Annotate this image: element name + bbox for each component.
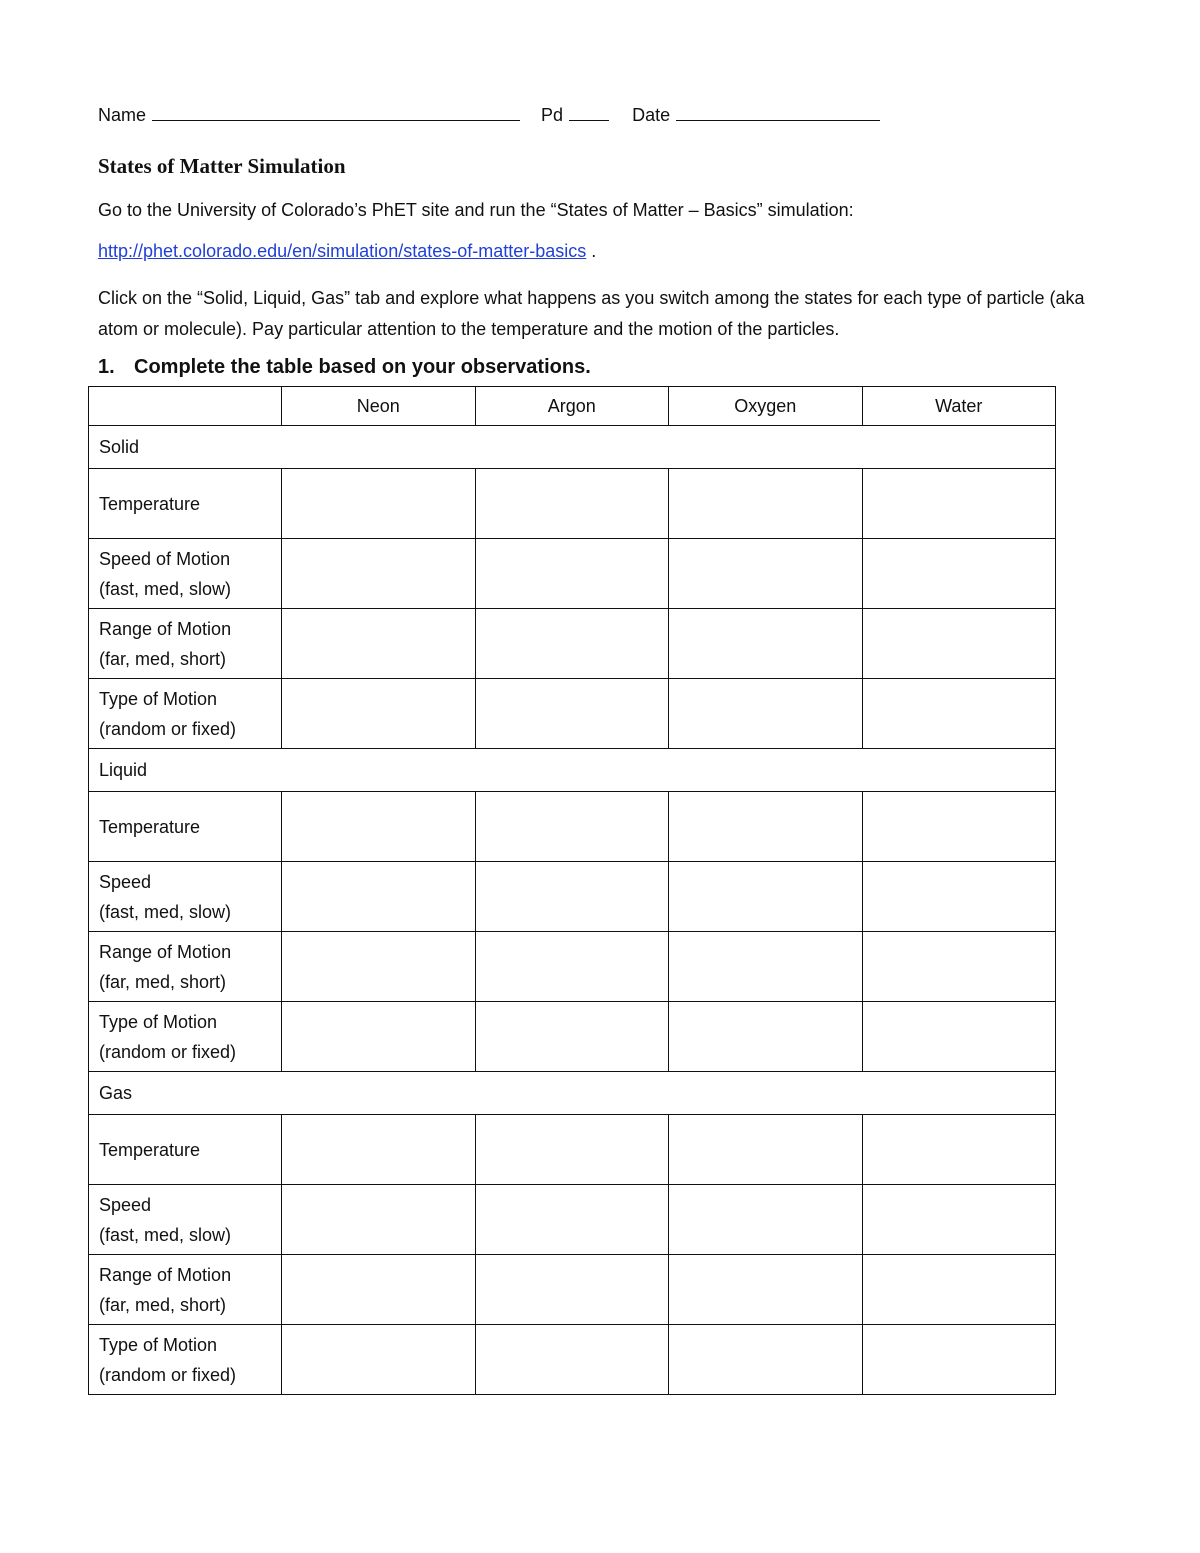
row-label xyxy=(89,1255,282,1325)
row-label-primary: Range of Motion xyxy=(99,618,232,639)
observations-table xyxy=(88,386,1056,1395)
answer-cell[interactable] xyxy=(862,1115,1056,1185)
row-label-primary: Type of Motion xyxy=(99,688,218,709)
question-1 xyxy=(98,356,591,379)
question-text: Complete the table based on your observations. xyxy=(134,356,591,378)
row-label-primary: Type of Motion xyxy=(99,1011,218,1032)
header-cell-argon: Argon xyxy=(475,387,669,426)
row-label-hint: (far, med, short) xyxy=(99,648,227,669)
row-label-primary: Speed xyxy=(99,871,152,892)
row-label xyxy=(89,1002,282,1072)
table-row xyxy=(89,469,1056,539)
answer-cell[interactable] xyxy=(862,932,1056,1002)
row-label-hint: (far, med, short) xyxy=(99,1294,227,1315)
row-label xyxy=(89,679,282,749)
header-cell-neon: Neon xyxy=(282,387,476,426)
row-label-primary: Range of Motion xyxy=(99,941,232,962)
section-label: Solid xyxy=(89,426,1056,469)
answer-cell[interactable] xyxy=(282,679,476,749)
section-row xyxy=(89,426,1056,469)
row-label xyxy=(89,609,282,679)
link-trailing-period: . xyxy=(591,241,597,261)
table-row xyxy=(89,1115,1056,1185)
answer-cell[interactable] xyxy=(862,679,1056,749)
section-row xyxy=(89,749,1056,792)
answer-cell[interactable] xyxy=(475,1325,669,1395)
page-title: States of Matter Simulation xyxy=(98,154,346,178)
date-label: Date xyxy=(632,105,671,125)
answer-cell[interactable] xyxy=(475,1185,669,1255)
answer-cell[interactable] xyxy=(475,539,669,609)
row-label-primary: Temperature xyxy=(99,493,201,514)
answer-cell[interactable] xyxy=(475,609,669,679)
header-cell-water: Water xyxy=(862,387,1056,426)
row-label-primary: Temperature xyxy=(99,1139,201,1160)
row-label-hint: (random or fixed) xyxy=(99,1364,237,1385)
period-field[interactable] xyxy=(569,102,609,121)
simulation-link[interactable]: http://phet.colorado.edu/en/simulation/states-of-matter-basics xyxy=(98,241,587,261)
answer-cell[interactable] xyxy=(862,1002,1056,1072)
row-label xyxy=(89,792,282,862)
answer-cell[interactable] xyxy=(475,1002,669,1072)
answer-cell[interactable] xyxy=(669,609,863,679)
answer-cell[interactable] xyxy=(475,679,669,749)
table-row xyxy=(89,539,1056,609)
header-cell-oxygen: Oxygen xyxy=(669,387,863,426)
period-label: Pd xyxy=(541,105,564,125)
header-cell-blank xyxy=(89,387,282,426)
answer-cell[interactable] xyxy=(282,1115,476,1185)
answer-cell[interactable] xyxy=(862,539,1056,609)
answer-cell[interactable] xyxy=(669,862,863,932)
answer-cell[interactable] xyxy=(862,609,1056,679)
row-label xyxy=(89,1185,282,1255)
student-info-line xyxy=(98,102,880,126)
row-label xyxy=(89,932,282,1002)
answer-cell[interactable] xyxy=(862,862,1056,932)
answer-cell[interactable] xyxy=(669,1325,863,1395)
answer-cell[interactable] xyxy=(669,792,863,862)
name-field[interactable] xyxy=(152,102,520,121)
answer-cell[interactable] xyxy=(282,1185,476,1255)
table-row xyxy=(89,609,1056,679)
row-label xyxy=(89,1325,282,1395)
answer-cell[interactable] xyxy=(862,792,1056,862)
link-line xyxy=(98,241,596,262)
table-row xyxy=(89,679,1056,749)
question-number: 1. xyxy=(98,356,115,378)
answer-cell[interactable] xyxy=(862,469,1056,539)
row-label-primary: Range of Motion xyxy=(99,1264,232,1285)
row-label-hint: (random or fixed) xyxy=(99,1041,237,1062)
intro-text: Go to the University of Colorado’s PhET site and run the “States of Matter – Basics” simulation: xyxy=(98,200,854,220)
answer-cell[interactable] xyxy=(669,932,863,1002)
instructions-text: Click on the “Solid, Liquid, Gas” tab and explore what happens as you switch among the states for each type of particle (aka atom or molecule). Pay particular attention to the temperature and the motion of the particles. xyxy=(98,288,1085,339)
answer-cell[interactable] xyxy=(282,609,476,679)
section-label: Liquid xyxy=(89,749,1056,792)
answer-cell[interactable] xyxy=(475,1115,669,1185)
table-row xyxy=(89,792,1056,862)
section-row xyxy=(89,1072,1056,1115)
table-row xyxy=(89,1255,1056,1325)
table-row xyxy=(89,1002,1056,1072)
answer-cell[interactable] xyxy=(669,1255,863,1325)
table-row xyxy=(89,862,1056,932)
row-label-primary: Temperature xyxy=(99,816,201,837)
row-label-primary: Speed xyxy=(99,1194,152,1215)
row-label xyxy=(89,1115,282,1185)
row-label-hint: (far, med, short) xyxy=(99,971,227,992)
answer-cell[interactable] xyxy=(282,862,476,932)
row-label xyxy=(89,862,282,932)
table-row xyxy=(89,932,1056,1002)
answer-cell[interactable] xyxy=(282,469,476,539)
row-label-hint: (fast, med, slow) xyxy=(99,1224,232,1245)
answer-cell[interactable] xyxy=(669,1185,863,1255)
answer-cell[interactable] xyxy=(669,539,863,609)
row-label xyxy=(89,469,282,539)
answer-cell[interactable] xyxy=(669,469,863,539)
answer-cell[interactable] xyxy=(282,1255,476,1325)
row-label xyxy=(89,539,282,609)
answer-cell[interactable] xyxy=(475,792,669,862)
answer-cell[interactable] xyxy=(669,1115,863,1185)
answer-cell[interactable] xyxy=(669,1002,863,1072)
section-label: Gas xyxy=(89,1072,1056,1115)
answer-cell[interactable] xyxy=(669,679,863,749)
answer-cell[interactable] xyxy=(282,1325,476,1395)
table-row xyxy=(89,1185,1056,1255)
answer-cell[interactable] xyxy=(282,932,476,1002)
answer-cell[interactable] xyxy=(282,1002,476,1072)
row-label-hint: (fast, med, slow) xyxy=(99,578,232,599)
row-label-primary: Type of Motion xyxy=(99,1334,218,1355)
table-body xyxy=(89,426,1056,1395)
row-label-hint: (fast, med, slow) xyxy=(99,901,232,922)
table-row xyxy=(89,1325,1056,1395)
answer-cell[interactable] xyxy=(862,1255,1056,1325)
answer-cell[interactable] xyxy=(282,539,476,609)
row-label-hint: (random or fixed) xyxy=(99,718,237,739)
answer-cell[interactable] xyxy=(862,1185,1056,1255)
answer-cell[interactable] xyxy=(475,862,669,932)
answer-cell[interactable] xyxy=(862,1325,1056,1395)
answer-cell[interactable] xyxy=(282,792,476,862)
answer-cell[interactable] xyxy=(475,1255,669,1325)
name-label: Name xyxy=(98,105,147,125)
answer-cell[interactable] xyxy=(475,932,669,1002)
row-label-primary: Speed of Motion xyxy=(99,548,231,569)
date-field[interactable] xyxy=(676,102,880,121)
answer-cell[interactable] xyxy=(475,469,669,539)
table-header-row xyxy=(89,387,1056,426)
